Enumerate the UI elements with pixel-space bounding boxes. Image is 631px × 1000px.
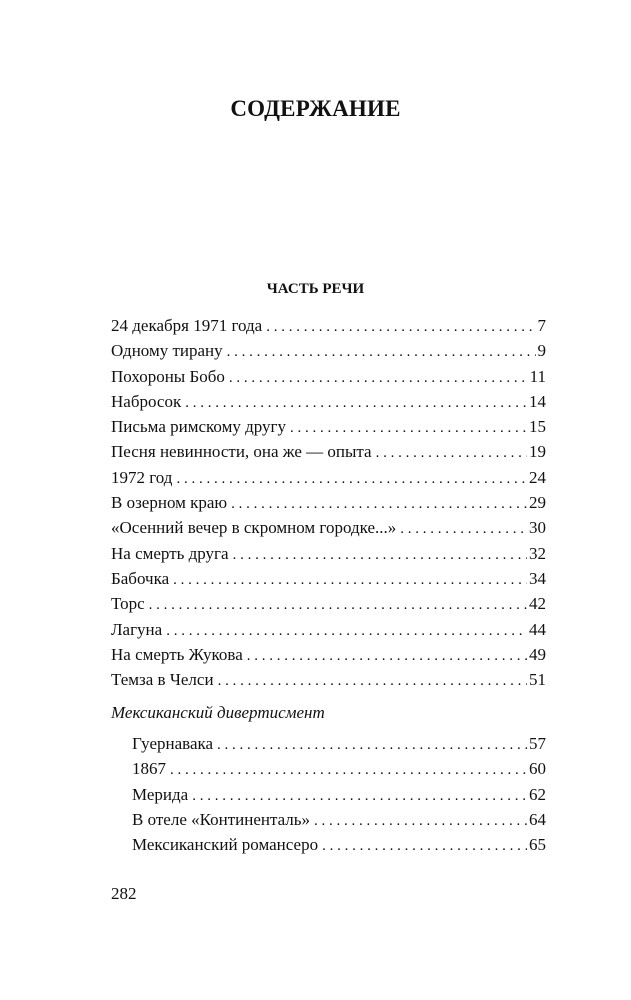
dot-leader bbox=[176, 467, 527, 492]
dot-leader bbox=[173, 568, 527, 593]
toc-entry-page: 51 bbox=[529, 670, 546, 690]
toc-entry[interactable] bbox=[111, 515, 546, 540]
page-title: СОДЕРЖАНИЕ bbox=[230, 96, 401, 121]
toc-entry-title: Письма римскому другу bbox=[111, 417, 286, 437]
toc-entry-title: Торс bbox=[111, 594, 145, 614]
toc-entry-title: 1972 год bbox=[111, 467, 173, 487]
toc-entry[interactable] bbox=[111, 591, 546, 616]
toc-entry-page: 60 bbox=[529, 759, 546, 779]
toc-entry-page: 14 bbox=[529, 391, 546, 411]
toc-entry-page: 65 bbox=[529, 835, 546, 855]
toc-entry-page: 42 bbox=[529, 594, 546, 614]
dot-leader bbox=[227, 340, 536, 365]
toc-entry-title: 1867 bbox=[132, 759, 166, 779]
subsection-title: Мексиканский дивертисмент bbox=[111, 703, 325, 722]
toc-entry-title: Лагуна bbox=[111, 619, 163, 639]
toc-entry-page: 32 bbox=[529, 543, 546, 563]
dot-leader bbox=[376, 441, 527, 466]
toc-entry-page: 57 bbox=[529, 734, 546, 753]
toc-entry[interactable] bbox=[111, 389, 546, 414]
toc-entry[interactable] bbox=[132, 807, 546, 832]
toc-entry-page: 19 bbox=[529, 442, 546, 462]
page-number: 282 bbox=[111, 884, 137, 903]
subsection-toc-list bbox=[132, 731, 546, 857]
toc-entry-title: На смерть друга bbox=[111, 543, 229, 563]
toc-entry[interactable] bbox=[111, 667, 546, 692]
toc-list bbox=[111, 313, 546, 692]
dot-leader bbox=[170, 758, 527, 783]
part-title: ЧАСТЬ РЕЧИ bbox=[266, 281, 365, 297]
toc-entry[interactable] bbox=[132, 782, 546, 807]
toc-entry-title: Одному тирану bbox=[111, 341, 223, 361]
toc-entry-page: 11 bbox=[529, 366, 546, 386]
toc-entry[interactable] bbox=[111, 439, 546, 464]
dot-leader bbox=[192, 784, 527, 809]
toc-entry-title: На смерть Жукова bbox=[111, 644, 243, 664]
dot-leader bbox=[314, 809, 527, 834]
dot-leader bbox=[247, 644, 527, 669]
dot-leader bbox=[185, 391, 527, 416]
dot-leader bbox=[231, 492, 527, 517]
dot-leader bbox=[217, 733, 527, 758]
toc-entry[interactable] bbox=[132, 832, 546, 857]
toc-entry-title: Похороны Бобо bbox=[111, 366, 225, 386]
toc-entry[interactable] bbox=[111, 313, 546, 338]
toc-entry-page: 49 bbox=[529, 644, 546, 664]
toc-entry-page: 44 bbox=[529, 619, 546, 639]
toc-entry-title: Мексиканский романсеро bbox=[132, 835, 319, 855]
toc-entry-page: 30 bbox=[529, 518, 546, 538]
toc-entry[interactable] bbox=[111, 566, 546, 591]
toc-entry[interactable] bbox=[111, 490, 546, 515]
toc-entry[interactable] bbox=[132, 731, 546, 756]
toc-entry[interactable] bbox=[111, 364, 546, 389]
toc-entry-title: Бабочка bbox=[111, 568, 170, 588]
dot-leader bbox=[218, 669, 527, 694]
toc-entry-title: 24 декабря 1971 года bbox=[111, 316, 263, 335]
dot-leader bbox=[149, 593, 527, 618]
toc-entry-title: В отеле «Континенталь» bbox=[132, 809, 311, 829]
toc-entry-page: 34 bbox=[529, 568, 546, 588]
dot-leader bbox=[266, 315, 535, 340]
toc-entry[interactable] bbox=[111, 338, 546, 363]
dot-leader bbox=[290, 416, 527, 441]
dot-leader bbox=[229, 366, 528, 391]
toc-entry[interactable] bbox=[132, 756, 546, 781]
toc-entry-page: 62 bbox=[529, 784, 546, 804]
toc-entry[interactable] bbox=[111, 465, 546, 490]
toc-entry-title: Песня невинности, она же — опыта bbox=[111, 442, 372, 462]
toc-entry-page: 9 bbox=[537, 341, 546, 361]
dot-leader bbox=[233, 543, 527, 568]
toc-entry-page: 7 bbox=[537, 316, 546, 335]
toc-entry-page: 15 bbox=[529, 417, 546, 437]
dot-leader bbox=[166, 619, 527, 644]
toc-entry-title: «Осенний вечер в скромном городке...» bbox=[111, 518, 397, 538]
dot-leader bbox=[400, 517, 527, 542]
toc-entry[interactable] bbox=[111, 642, 546, 667]
toc-entry-title: Набросок bbox=[111, 391, 182, 411]
toc-entry-title: Мерида bbox=[132, 784, 189, 804]
toc-entry-title: В озерном краю bbox=[111, 493, 228, 513]
dot-leader bbox=[322, 834, 527, 859]
toc-entry-title: Гуернавака bbox=[132, 734, 214, 753]
toc-entry[interactable] bbox=[111, 541, 546, 566]
toc-entry-page: 29 bbox=[529, 493, 546, 513]
toc-entry[interactable] bbox=[111, 617, 546, 642]
toc-entry-page: 24 bbox=[529, 467, 546, 487]
toc-entry-page: 64 bbox=[529, 809, 546, 829]
toc-entry-title: Темза в Челси bbox=[111, 670, 214, 690]
toc-entry[interactable] bbox=[111, 414, 546, 439]
